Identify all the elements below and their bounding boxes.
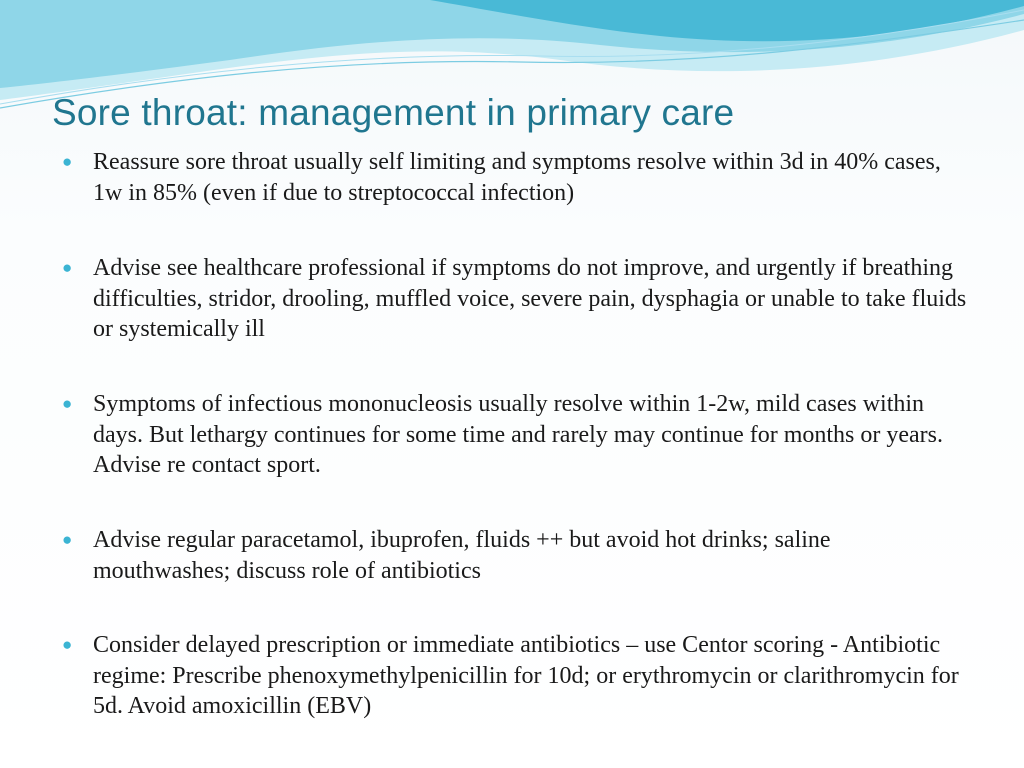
- bullet-item: [62, 630, 972, 722]
- bullet-item: [62, 147, 972, 208]
- slide-title: Sore throat: management in primary care: [52, 92, 735, 133]
- bullet-dot-icon: ●: [62, 530, 73, 549]
- bullet-item: [62, 253, 972, 345]
- bullet-text: Reassure sore throat usually self limiting and symptoms resolve within 3d in 40% cases, 1w in 85% (even if due to streptococcal infection): [93, 149, 941, 206]
- bullet-item: [62, 525, 972, 586]
- bullet-text: Advise regular paracetamol, ibuprofen, fluids ++ but avoid hot drinks; saline mouthwashes; discuss role of antibiotics: [93, 527, 831, 584]
- bullet-text: Consider delayed prescription or immediate antibiotics – use Centor scoring - Antibiotic regime: Prescribe phenoxymethylpenicillin for 10d; or erythromycin or clarithromycin for 5d. Avoid amoxicillin (EBV): [93, 632, 959, 719]
- bullet-text: Advise see healthcare professional if symptoms do not improve, and urgently if breathing difficulties, stridor, drooling, muffled voice, severe pain, dysphagia or unable to take fluids or systemically ill: [93, 255, 967, 342]
- bullet-item: [62, 389, 972, 481]
- bullet-dot-icon: ●: [62, 394, 73, 413]
- bullet-dot-icon: ●: [62, 258, 73, 277]
- bullet-text: Symptoms of infectious mononucleosis usually resolve within 1-2w, mild cases within days. But lethargy continues for some time and rarely may continue for months or years. Advise re contact sport.: [93, 391, 944, 478]
- bullet-dot-icon: ●: [62, 635, 73, 654]
- bullet-dot-icon: ●: [62, 152, 73, 171]
